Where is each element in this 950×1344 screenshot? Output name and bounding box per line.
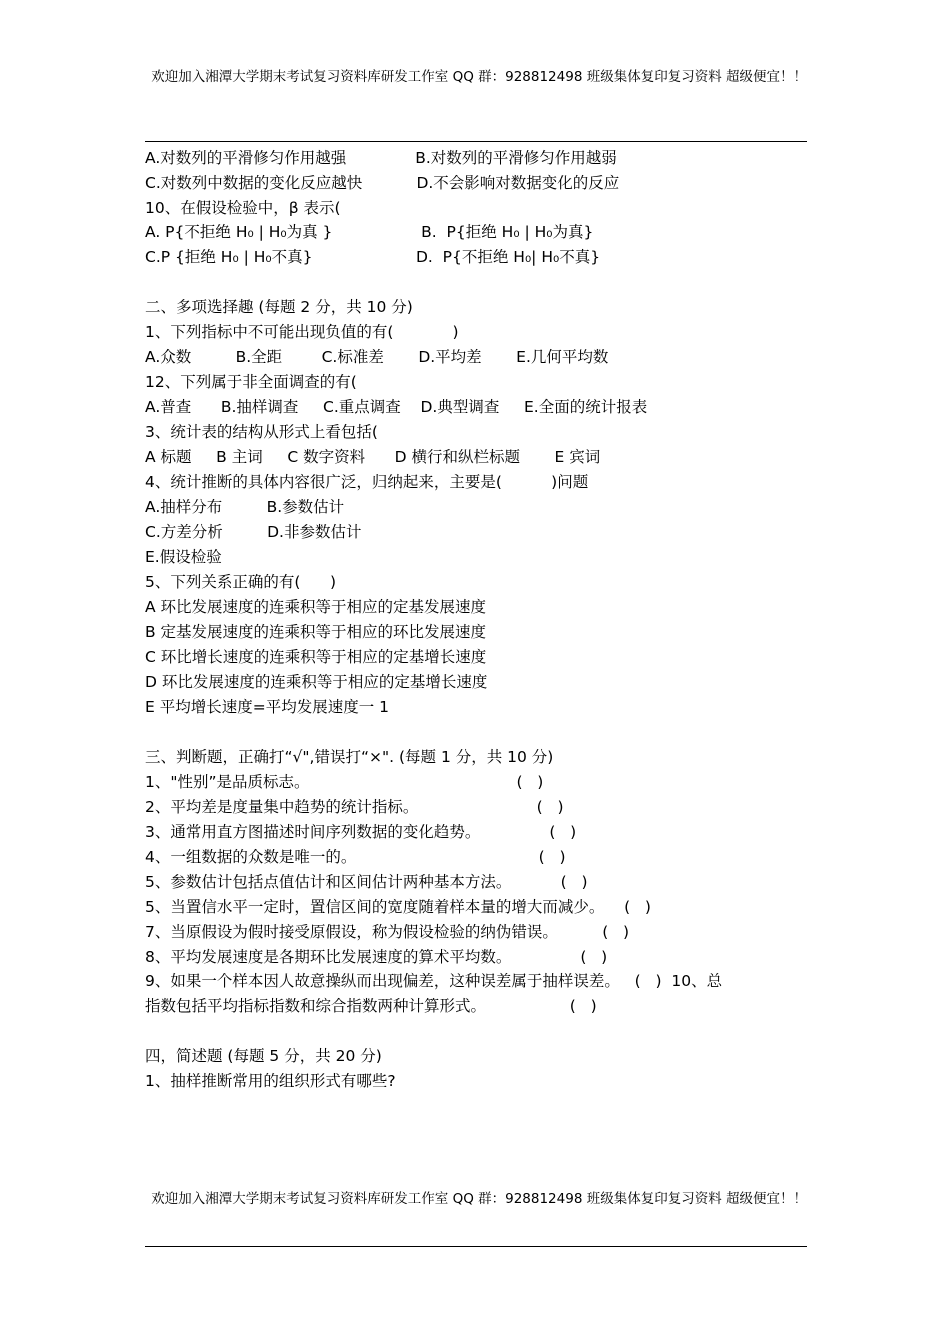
question-line: 1、抽样推断常用的组织形式有哪些? bbox=[145, 1072, 396, 1090]
option-line: A.众数 B.全距 C.标准差 D.平均差 E.几何平均数 bbox=[145, 348, 609, 366]
judgment-item: 8、平均发展速度是各期环比发展速度的算术平均数。 ( ) bbox=[145, 948, 608, 966]
judgment-item: 9、如果一个样本因人故意操纵而出现偏差，这种误差属于抽样误差。 ( ) 10、总 bbox=[145, 972, 723, 990]
question-line: 1、下列指标中不可能出现负值的有( ) bbox=[145, 323, 459, 341]
judgment-item: 4、一组数据的众数是唯一的。 ( ) bbox=[145, 848, 566, 866]
option-line: E.假设检验 bbox=[145, 548, 222, 566]
option-line: C.对数列中数据的变化反应越快 D.不会影响对数据变化的反应 bbox=[145, 174, 620, 192]
option-line: E 平均增长速度=平均发展速度一 1 bbox=[145, 698, 389, 716]
footer-rule bbox=[145, 1246, 807, 1247]
judgment-item: 指数包括平均指标指数和综合指数两种计算形式。 ( ) bbox=[145, 997, 597, 1015]
question-line: 3、统计表的结构从形式上看包括( bbox=[145, 423, 378, 441]
judgment-item: 3、通常用直方图描述时间序列数据的变化趋势。 ( ) bbox=[145, 823, 577, 841]
option-line: C 环比增长速度的连乘积等于相应的定基增长速度 bbox=[145, 648, 487, 666]
option-line: A 环比发展速度的连乘积等于相应的定基发展速度 bbox=[145, 598, 487, 616]
option-line: A. P{不拒绝 H₀ | H₀为真 } B. P{拒绝 H₀ | H₀为真} bbox=[145, 223, 594, 241]
section-heading: 四，简述题 (每题 5 分，共 20 分) bbox=[145, 1047, 382, 1065]
question-line: 12、下列属于非全面调查的有( bbox=[145, 373, 357, 391]
option-line: C.方差分析 D.非参数估计 bbox=[145, 523, 362, 541]
option-line: A.对数列的平滑修匀作用越强 B.对数列的平滑修匀作用越弱 bbox=[145, 149, 617, 167]
judgment-item: 5、当置信水平一定时，置信区间的宽度随着样本量的增大而减少。 ( ) bbox=[145, 898, 651, 916]
option-line: B 定基发展速度的连乘积等于相应的环比发展速度 bbox=[145, 623, 487, 641]
question-line: 10、在假设检验中，β 表示( bbox=[145, 199, 341, 217]
page-header: 欢迎加入湘潭大学期末考试复习资料库研发工作室 QQ 群：928812498 班级集体复印复习资料 超级便宜！！ bbox=[151, 69, 807, 85]
question-line: 4、统计推断的具体内容很广泛，归纳起来，主要是( )问题 bbox=[145, 473, 589, 491]
header-rule bbox=[145, 141, 807, 142]
judgment-item: 2、平均差是度量集中趋势的统计指标。 ( ) bbox=[145, 798, 564, 816]
page-footer: 欢迎加入湘潭大学期末考试复习资料库研发工作室 QQ 群：928812498 班级集体复印复习资料 超级便宜！！ bbox=[151, 1191, 807, 1207]
option-line: D 环比发展速度的连乘积等于相应的定基增长速度 bbox=[145, 673, 488, 691]
judgment-item: 1、"性别”是品质标志。 ( ) bbox=[145, 773, 544, 791]
judgment-item: 7、当原假设为假时接受原假设，称为假设检验的纳伪错误。 ( ) bbox=[145, 923, 630, 941]
section-heading: 三、判断题，正确打“√",错误打“×". (每题 1 分，共 10 分) bbox=[145, 748, 554, 766]
judgment-item: 5、参数估计包括点值估计和区间估计两种基本方法。 ( ) bbox=[145, 873, 588, 891]
section-heading: 二、多项选择趣 (每题 2 分，共 10 分) bbox=[145, 298, 413, 316]
option-line: A.抽样分布 B.参数估计 bbox=[145, 498, 345, 516]
option-line: A.普查 B.抽样调查 C.重点调查 D.典型调查 E.全面的统计报表 bbox=[145, 398, 648, 416]
question-line: 5、下列关系正确的有( ) bbox=[145, 573, 337, 591]
option-line: A 标题 B 主词 C 数字资料 D 横行和纵栏标题 E 宾词 bbox=[145, 448, 601, 466]
option-line: C.P {拒绝 H₀ | H₀不真} D. P{不拒绝 H₀| H₀不真} bbox=[145, 248, 601, 266]
